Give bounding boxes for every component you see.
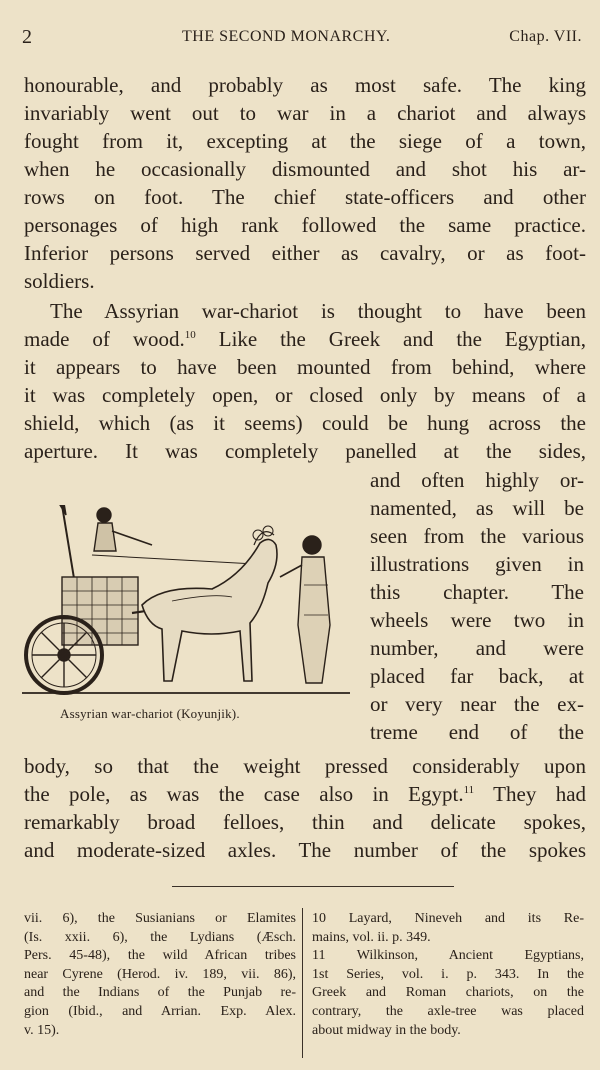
body-line: and moderate-sized axles. The number of the spokes bbox=[24, 838, 586, 862]
body-text: They had bbox=[474, 782, 587, 806]
body-text: Like the Greek and the Egyptian, bbox=[195, 327, 586, 351]
body-line: honourable, and probably as most safe. The king bbox=[24, 73, 586, 97]
chariot-illustration bbox=[22, 505, 352, 700]
body-line: Inferior persons served either as cavalry, or as foot- bbox=[24, 241, 586, 265]
body-line: remarkably broad felloes, thin and delicate spokes, bbox=[24, 810, 586, 834]
footnote-ref[interactable]: 11 bbox=[463, 784, 475, 796]
body-line: when he occasionally dismounted and shot his ar- bbox=[24, 157, 586, 181]
body-line: this chapter. The bbox=[370, 580, 584, 604]
body-line: fought from it, excepting at the siege of a town, bbox=[24, 129, 586, 153]
running-header bbox=[22, 24, 582, 50]
footnotes-right-column bbox=[312, 910, 584, 1040]
body-line: or very near the ex- bbox=[370, 692, 584, 716]
footnote-line: near Cyrene (Herod. iv. 189, vii. 86), bbox=[24, 966, 296, 982]
footnote-line: vii. 6), the Susianians or Elamites bbox=[24, 911, 296, 926]
body-line: treme end of the bbox=[370, 720, 584, 744]
footnote-line: 10 Layard, Nineveh and its Re- bbox=[312, 911, 584, 926]
page-number: 2 bbox=[22, 26, 33, 48]
body-line: personages of high rank followed the same practice. bbox=[24, 213, 586, 237]
footnote-rule bbox=[172, 886, 454, 887]
chapter-label: Chap. VII. bbox=[509, 28, 582, 45]
body-line: aperture. It was completely panelled at the sides, bbox=[24, 439, 586, 463]
footnote-line: Pers. 45-48), the wild African tribes bbox=[24, 948, 296, 964]
body-line: The Assyrian war-chariot is thought to have been bbox=[50, 299, 586, 323]
body-line: it was completely open, or closed only by means of a bbox=[24, 383, 586, 407]
footnote-line: 11 Wilkinson, Ancient Egyptians, bbox=[312, 948, 584, 964]
body-line: number, and were bbox=[370, 636, 584, 660]
body-text: the pole, as was the case also in Egypt. bbox=[24, 782, 464, 806]
body-line: soldiers. bbox=[24, 269, 95, 293]
footnote-column-divider bbox=[302, 908, 303, 1058]
body-line: it appears to have been mounted from behind, where bbox=[24, 355, 586, 379]
body-line: invariably went out to war in a chariot and always bbox=[24, 101, 586, 125]
body-line: rows on foot. The chief state-officers and other bbox=[24, 185, 586, 209]
body-line bbox=[24, 325, 586, 353]
footnote-line: mains, vol. ii. p. 349. bbox=[312, 929, 431, 945]
body-text: made of wood. bbox=[24, 327, 185, 351]
body-line: namented, as will be bbox=[370, 496, 584, 520]
figure-caption: Assyrian war-chariot (Koyunjik). bbox=[60, 706, 240, 721]
body-line: and often highly or- bbox=[370, 468, 584, 492]
footnote-line: about midway in the body. bbox=[312, 1022, 461, 1038]
body-line: illustrations given in bbox=[370, 552, 584, 576]
footnote-line: 1st Series, vol. i. p. 343. In the bbox=[312, 966, 584, 982]
running-title: THE SECOND MONARCHY. bbox=[182, 28, 391, 45]
body-line: seen from the various bbox=[370, 524, 584, 548]
body-line: placed far back, at bbox=[370, 664, 584, 688]
footnote-ref[interactable]: 10 bbox=[184, 329, 196, 341]
body-line: shield, which (as it seems) could be hung across the bbox=[24, 411, 586, 435]
footnote-line: gion (Ibid., and Arrian. Exp. Alex. bbox=[24, 1003, 296, 1019]
body-line: wheels were two in bbox=[370, 608, 584, 632]
body-line bbox=[24, 780, 586, 808]
footnote-line: and the Indians of the Punjab re- bbox=[24, 985, 296, 1001]
footnote-line: contrary, the axle-tree was placed bbox=[312, 1003, 584, 1019]
footnote-line: v. 15). bbox=[24, 1022, 60, 1038]
footnotes-left-column bbox=[24, 910, 296, 1040]
footnote-line: Greek and Roman chariots, on the bbox=[312, 985, 584, 1001]
footnote-line: (Is. xxii. 6), the Lydians (Æsch. bbox=[24, 929, 296, 945]
body-line: body, so that the weight pressed considerably upon bbox=[24, 754, 586, 778]
